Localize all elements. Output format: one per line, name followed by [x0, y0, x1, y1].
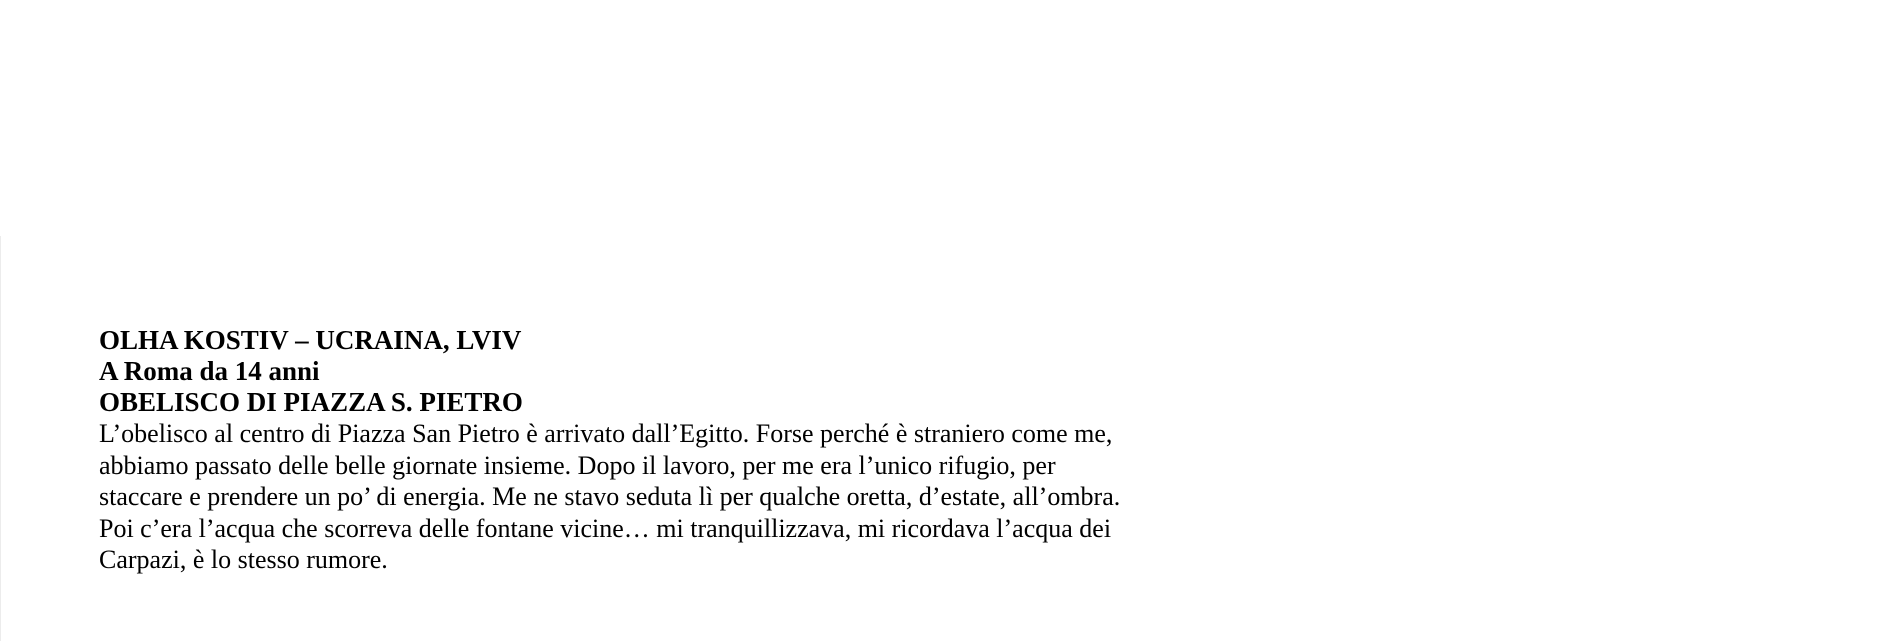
- place-heading: OBELISCO DI PIAZZA S. PIETRO: [99, 387, 523, 417]
- residence-heading: A Roma da 14 anni: [99, 356, 320, 386]
- author-heading: OLHA KOSTIV – UCRAINA, LVIV: [99, 325, 522, 355]
- body-text-line: Carpazi, è lo stesso rumore.: [99, 545, 388, 574]
- body-text-line: L’obelisco al centro di Piazza San Pietro è arrivato dall’Egitto. Forse perché è straniero come me,: [99, 419, 1113, 448]
- body-text-line: abbiamo passato delle belle giornate insieme. Dopo il lavoro, per me era l’unico rifugio, per: [99, 450, 1056, 480]
- body-text-line: Poi c’era l’acqua che scorreva delle fontane vicine… mi tranquillizzava, mi ricordava l’acqua dei: [99, 513, 1112, 543]
- page-edge-divider: [0, 236, 1, 641]
- body-text-line: staccare e prendere un po’ di energia. Me ne stavo seduta lì per qualche oretta, d’estate, all’ombra.: [99, 482, 1121, 511]
- document-text-block: [99, 325, 1299, 576]
